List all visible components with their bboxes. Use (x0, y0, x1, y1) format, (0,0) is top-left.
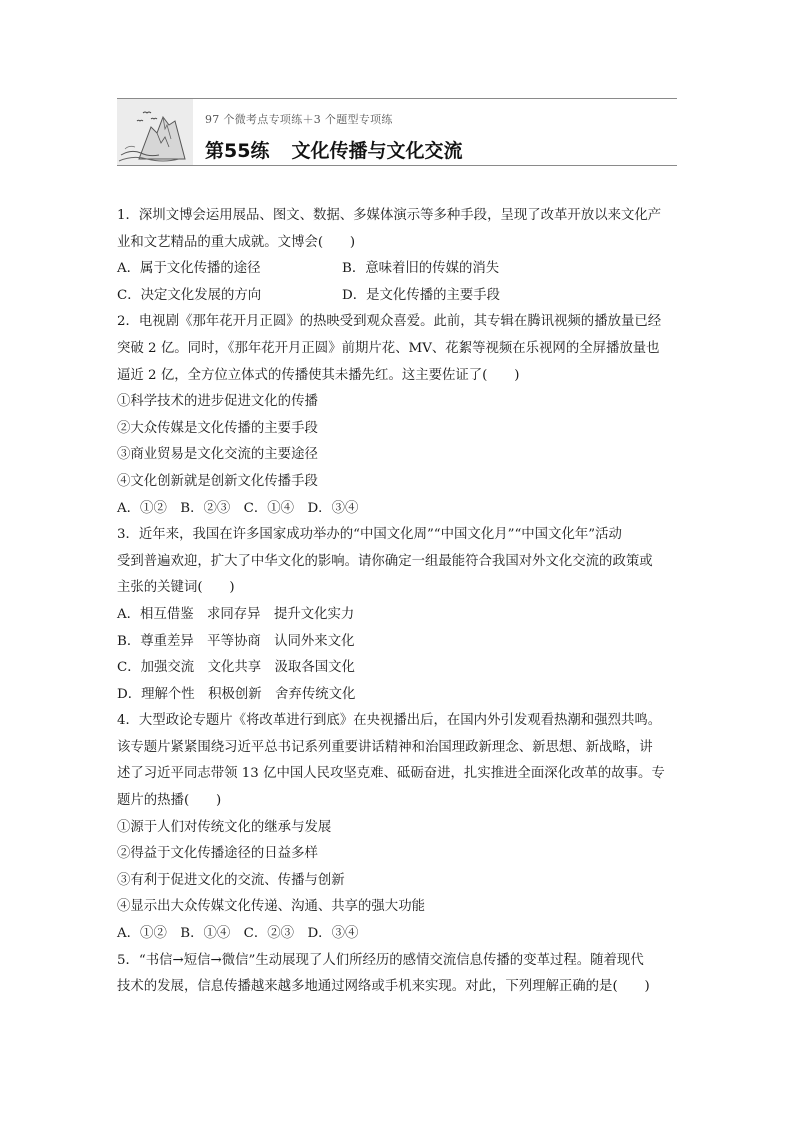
lesson-topic: 文化传播与文化交流 (291, 140, 463, 162)
question-3-stem-line: 主张的关键词( ) (117, 580, 235, 596)
question-1-stem-line: 业和文艺精品的重大成就。文博会( ) (117, 234, 356, 250)
option-c: C．加强交流 文化共享 汲取各国文化 (117, 660, 355, 676)
question-4-answers: A．①② B．①④ C．②③ D．③④ (117, 926, 359, 942)
question-2-item: ①科学技术的进步促进文化的传播 (117, 394, 318, 410)
question-2 (117, 309, 683, 522)
question-5 (117, 948, 683, 1001)
question-2-item: ④文化创新就是创新文化传播手段 (117, 473, 318, 489)
mountain-icon (117, 99, 193, 165)
question-4-item: ④显示出大众传媒文化传递、沟通、共享的强大功能 (117, 899, 425, 915)
question-3 (117, 522, 683, 708)
question-2-answers: A．①② B．②③ C．①④ D．③④ (117, 500, 359, 516)
option-a: A．相互借鉴 求同存异 提升文化实力 (117, 606, 355, 622)
question-2-stem-line: 逼近 2 亿，全方位立体式的传播使其未播先红。这主要佐证了( ) (117, 367, 520, 383)
header-rule-top (117, 98, 677, 99)
question-4-stem-line: 题片的热播( ) (117, 793, 222, 809)
question-4-item: ③有利于促进文化的交流、传播与创新 (117, 872, 345, 888)
option-c: C．决定文化发展的方向 (117, 287, 262, 303)
option-b: B．意味着旧的传媒的消失 (342, 261, 500, 277)
option-d: D．理解个性 积极创新 舍弃传统文化 (117, 686, 356, 702)
option-d: D．是文化传播的主要手段 (342, 287, 501, 303)
question-4-item: ②得益于文化传播途径的日益多样 (117, 846, 318, 862)
question-list (117, 203, 683, 1001)
question-5-stem-line: 5．“书信→短信→微信”生动展现了人们所经历的感情交流信息传播的变革过程。随着现代 (117, 952, 644, 968)
page-title (205, 136, 462, 163)
question-3-stem-line: 受到普遍欢迎，扩大了中华文化的影响。请你确定一组最能符合我国对外文化交流的政策或 (117, 553, 653, 569)
page-header (117, 98, 677, 168)
question-4-stem-line: 该专题片紧紧围绕习近平总书记系列重要讲话精神和治国理政新理念、新思想、新战略，讲 (117, 739, 653, 755)
question-2-stem-line: 突破 2 亿。同时，《那年花开月正圆》前期片花、MV、花絮等视频在乐视网的全屏播放量也 (117, 340, 660, 356)
option-b: B．尊重差异 平等协商 认同外来文化 (117, 633, 355, 649)
question-2-item: ③商业贸易是文化交流的主要途径 (117, 447, 318, 463)
question-4-stem-line: 4．大型政论专题片《将改革进行到底》在央视播出后，在国内外引发观看热潮和强烈共鸣。 (117, 713, 662, 729)
question-1-option-row (117, 283, 683, 310)
question-1-stem-line: 1．深圳文博会运用展品、图文、数据、多媒体演示等多种手段，呈现了改革开放以来文化产 (117, 208, 662, 223)
question-5-stem-line: 技术的发展，信息传播越来越多地通过网络或手机来实现。对此，下列理解正确的是( ) (117, 979, 650, 995)
lesson-number: 第55练 (205, 140, 270, 162)
question-1 (117, 203, 683, 309)
question-1-option-row (117, 256, 683, 283)
question-2-item: ②大众传媒是文化传播的主要手段 (117, 420, 318, 436)
question-2-stem-line: 2．电视剧《那年花开月正圆》的热映受到观众喜爱。此前，其专辑在腾讯视频的播放量已经 (117, 314, 662, 330)
header-rule-bottom (117, 165, 677, 166)
question-4-item: ①源于人们对传统文化的继承与发展 (117, 819, 332, 835)
mountain-landscape-illustration (117, 99, 193, 165)
question-4-stem-line: 述了习近平同志带领 13 亿中国人民攻坚克难、砥砺奋进，扎实推进全面深化改革的故事。专 (117, 766, 665, 782)
question-4 (117, 708, 683, 947)
series-subtitle: 97 个微考点专项练＋3 个题型专项练 (205, 113, 393, 126)
question-3-stem-line: 3．近年来，我国在许多国家成功举办的“中国文化周”“中国文化月”“中国文化年”活动 (117, 527, 622, 543)
option-a: A．属于文化传播的途径 (117, 261, 261, 277)
